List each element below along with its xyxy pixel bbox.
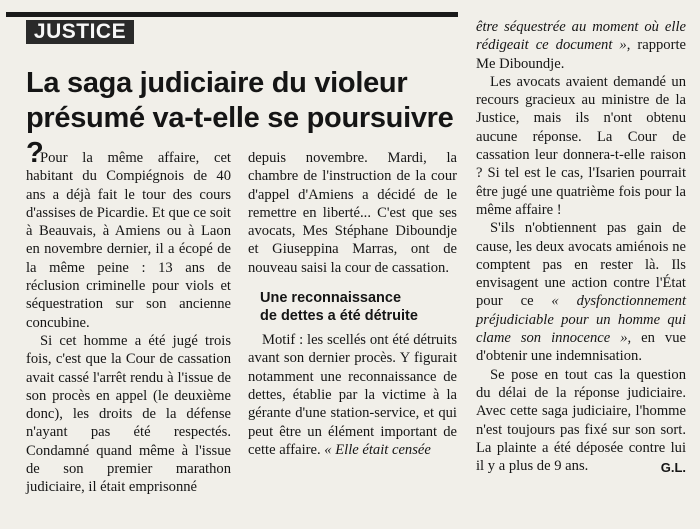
quote: « Elle était censée: [324, 441, 431, 458]
quote: « dysfonctionnement préjudiciable pour un homme qui clame son innocence »: [476, 293, 686, 347]
top-rule: [6, 12, 458, 17]
paragraph: Si cet homme a été jugé trois fois, c'est que la Cour de cassation avait cassé l'arrêt rendu à l'issue de son procès en appel (le deuxième donc), les droits de la défense n'ayant pas été respectés. Condamné quand même à l'issue de son premier marathon judiciaire, il était emprisonné: [26, 332, 231, 496]
paragraph: depuis novembre. Mardi, la chambre de l'instruction de la cour d'appel d'Amiens a décidé de le remettre en liberté... C'est que ses avocats, Mes Stéphane Diboundje et Giuseppina Marras, ont de nouveau saisi la cour de cassation.: [248, 150, 457, 276]
paragraph-text: Motif : les scellés ont été détruits avant son dernier procès. Y figurait notamment une reconnaissance de dettes, établie par la victime à la gérante d'une station-service, et qui peut être un élément important de cette affaire.: [248, 332, 457, 458]
paragraph: Les avocats avaient demandé un recours gracieux au ministre de la Justice, mais ils n'ont obtenu aucune réponse. La Cour de cassation leur donnera-t-elle raison ? Si tel est le cas, l'Isarien pourrait être jugé une quatrième fois pour la même affaire !: [476, 73, 686, 218]
subheading: [260, 289, 457, 325]
paragraph: Se pose en tout cas la question du délai de la réponse judiciaire. Avec cette saga judiciaire, l'homme n'est toujours pas fixé sur son sort. La plainte a été déposée contre lui il y a plus de 9 ans.: [476, 366, 686, 475]
section-rubric: JUSTICE: [26, 20, 134, 44]
paragraph: [476, 219, 686, 365]
paragraph: [248, 331, 457, 459]
headline: La saga judiciaire du violeur présumé va-t-elle se poursuivre ?: [26, 67, 454, 169]
subheading-line: de dettes a été détruite: [260, 308, 418, 325]
column-2: [248, 149, 457, 459]
byline: G.L.: [660, 460, 686, 476]
quote: être séquestrée au moment où elle rédigeait ce document »: [476, 19, 686, 54]
subheading-line: Une reconnaissance: [260, 290, 402, 307]
paragraph-text: , en vue d'obtenir une indemnisation.: [476, 330, 686, 365]
paragraph-text: S'ils n'obtiennent pas gain de cause, les deux avocats amiénois ne comptent pas en rester là. Ils envisagent une action contre l'État pour ce: [476, 220, 686, 310]
paragraph: Pour la même affaire, cet habitant du Compiégnois de 40 ans a déjà fait le tour des cours d'assises de Picardie. Et que ce soit à Beauvais, à Amiens ou à Laon en novembre dernier, il a écopé de la même peine : 13 ans de réclusion criminelle pour viols et séquestration sur son ancienne concubine.: [26, 150, 231, 331]
column-3: [476, 18, 686, 475]
paragraph: [476, 18, 686, 73]
paragraph-text: , rapporte Me Diboundje.: [476, 37, 686, 72]
column-1: [26, 149, 231, 497]
